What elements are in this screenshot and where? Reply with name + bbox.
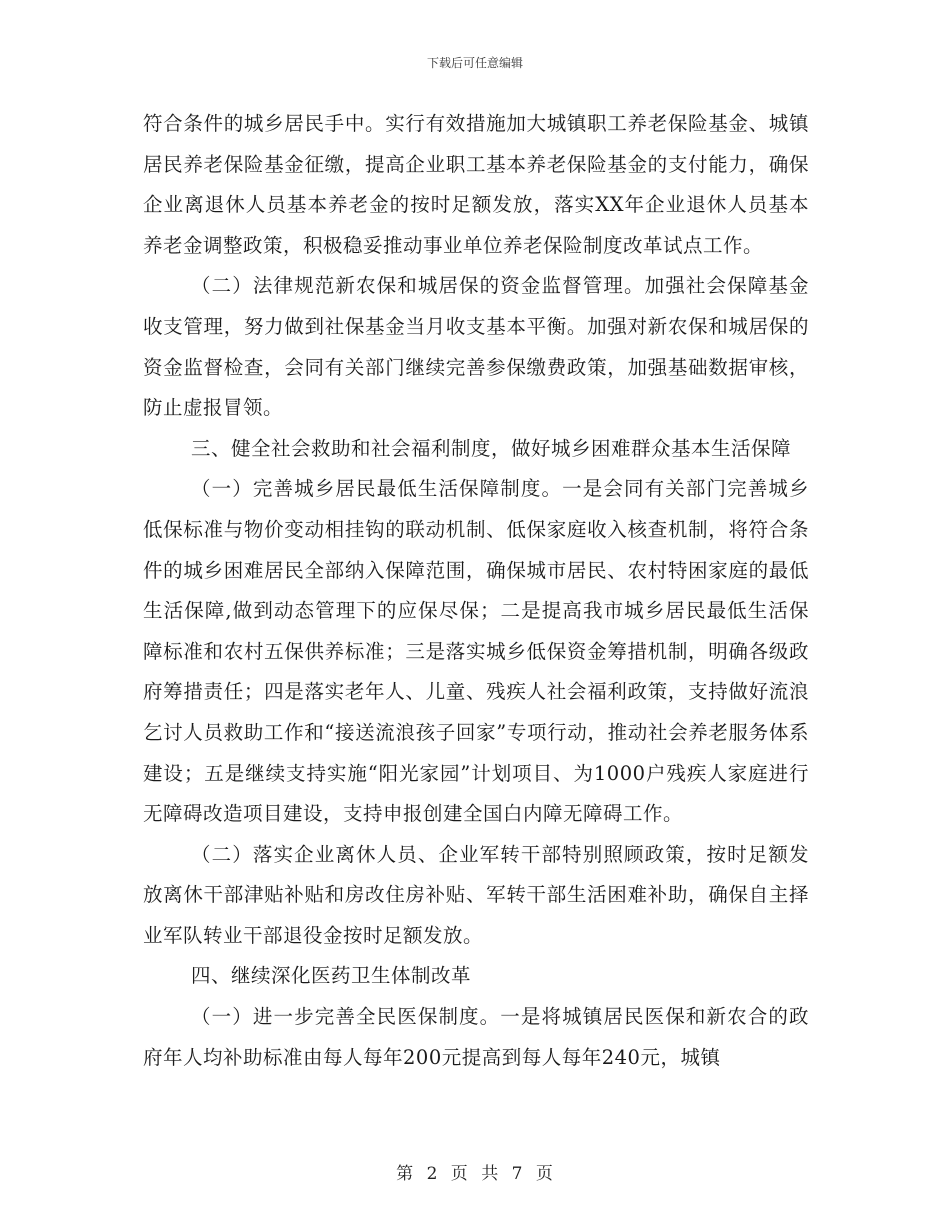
paragraph-1: 符合条件的城乡居民手中。实行有效措施加大城镇职工养老保险基金、城镇居民养老保险基金征缴，提高企业职工基本养老保险基金的支付能力，确保企业离退休人员基本养老金的按时足额发放，落实XX年企业退休人员基本养老金调整政策，积极稳妥推动事业单位养老保险制度改革试点工作。 — [143, 112, 809, 257]
page-number-footer: 第 2 页 共 7 页 — [396, 1164, 554, 1184]
paragraph-4: （一）完善城乡居民最低生活保障制度。一是会同有关部门完善城乡低保标准与物价变动相挂钩的联动机制、低保家庭收入核查机制，将符合条件的城乡困难居民全部纳入保障范围，确保城市居民、农村特困家庭的最低生活保障,做到动态管理下的应保尽保；二是提高我市城乡居民最低生活保障标准和农村五保供养标准；三是落实城乡低保资金筹措机制，明确各级政府筹措责任；四是落实老年人、儿童、残疾人社会福利政策，支持做好流浪乞讨人员救助工作和“接送流浪孩子回家”专项行动，推动社会养老服务体系建设；五是继续支持实施“阳光家园”计划项目、为1000户残疾人家庭进行无障碍改造项目建设，支持申报创建全国白内障无障碍工作。 — [143, 477, 809, 826]
section-heading-4: 四、继续深化医药卫生体制改革 — [191, 964, 472, 988]
paragraph-5: （二）落实企业离休人员、企业军转干部特别照顾政策，按时足额发放离休干部津贴补贴和房改住房补贴、军转干部生活困难补助，确保自主择业军队转业干部退役金按时足额发放。 — [143, 842, 809, 947]
section-heading-3: 三、健全社会救助和社会福利制度，做好城乡困难群众基本生活保障 — [191, 436, 792, 460]
document-body — [143, 104, 809, 1078]
paragraph-2: （二）法律规范新农保和城居保的资金监督管理。加强社会保障基金收支管理，努力做到社保基金当月收支基本平衡。加强对新农保和城居保的资金监督检查，会同有关部门继续完善参保缴费政策，加强基础数据审核，防止虚报冒领。 — [143, 274, 809, 420]
paragraph-7: （一）进一步完善全民医保制度。一是将城镇居民医保和新农合的政府年人均补助标准由每人每年200元提高到每人每年240元，城镇 — [143, 1005, 809, 1069]
page-header: 下载后可任意编辑 — [426, 56, 523, 70]
